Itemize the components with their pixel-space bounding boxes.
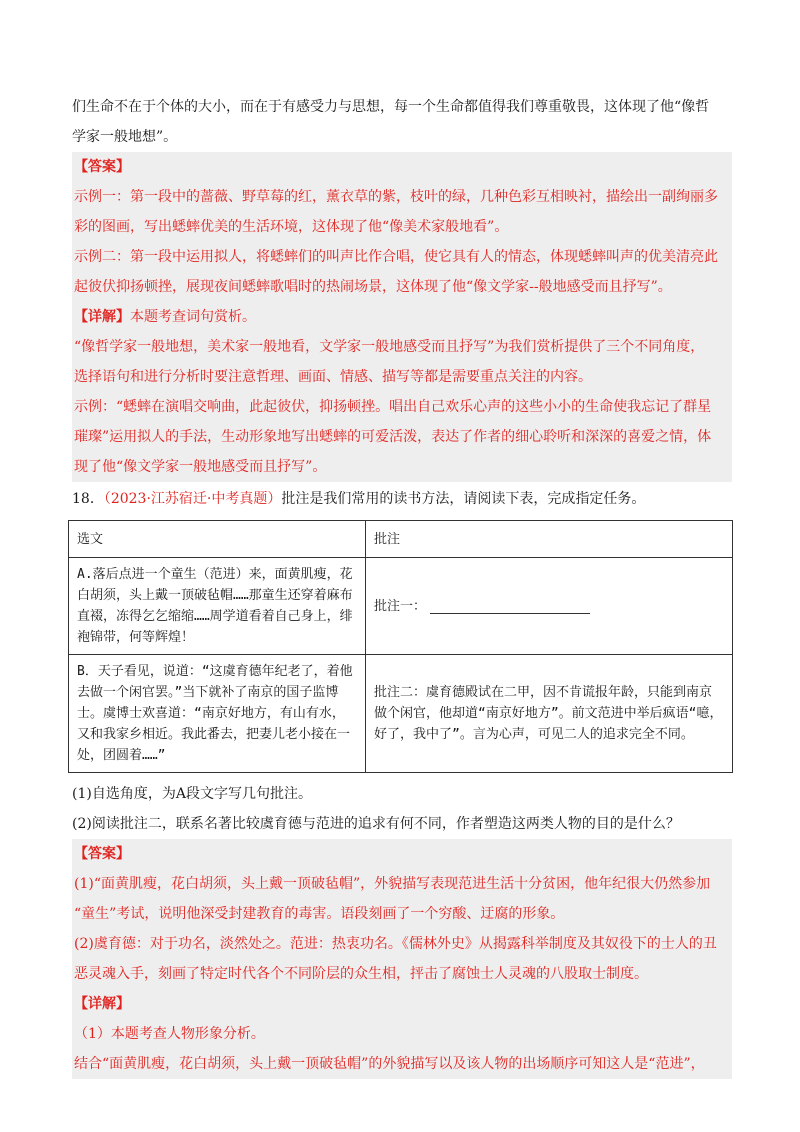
annotation-one-label: 批注一： (374, 598, 427, 614)
table-header-cell: 选文 (69, 521, 366, 558)
question-source: （2023·江苏宿迁·中考真题） (103, 491, 282, 507)
answer-line: (1)“面黄肌瘦，花白胡须，头上戴一顶破毡帽”，外貌描写表现范进生活十分贫困，他年纪很大仍然参加 (74, 876, 711, 892)
question-prompt: 批注是我们常用的读书方法，请阅读下表，完成指定任务。 (281, 491, 646, 507)
detail-line: 璀璨”运用拟人的手法，生动形象地写出蟋蟀的可爱活泼，表达了作者的细心聆听和深深的喜爱之情，体 (74, 429, 712, 445)
answer-line: “童生”考试，说明他深受封建教育的毒害。语段刻画了一个穷酸、迂腐的形象。 (74, 906, 565, 922)
annotation-table (68, 520, 733, 773)
passage-a-cell: A.落后点进一个童生（范进）来，面黄肌瘦，花白胡须，头上戴一顶破毡帽……那童生还穿着麻布直裰，冻得乞乞缩缩……周学道看着自己身上，绯袍锦带，何等辉煌！ (69, 558, 366, 655)
detail-tag: 【详解】 (74, 309, 130, 325)
q17-answer-block (72, 152, 732, 482)
detail-line: 现了他“像文学家一般地感受而且抒写”。 (74, 459, 327, 475)
question-number: 18． (72, 491, 104, 507)
passage-b-cell: B．天子看见，说道：“这虞育德年纪老了，着他去做一个闲官罢。”当下就补了南京的国子监博士。虞博士欢喜道：“南京好地方，有山有水，又和我家乡相近。我此番去，把妻儿老小接在一处，团圆着……” (69, 655, 366, 773)
answer-tag: 【答案】 (74, 846, 130, 862)
table-header-row (69, 521, 733, 558)
intro-line: 们生命不在于个体的大小，而在于有感受力与思想，每一个生命都值得我们尊重敬畏，这体现了他“像哲 (72, 99, 710, 115)
detail-line: 示例：“蟋蟀在演唱交响曲，此起彼伏，抑扬顿挫。唱出自己欢乐心声的这些小小的生命使我忘记了群星 (74, 399, 712, 415)
detail-line: “像哲学家一般地想，美术家一般地看，文学家一般地感受而且抒写”为我们赏析提供了三个不同角度， (74, 339, 705, 355)
detail-line: （1）本题考查人物形象分析。 (74, 1026, 265, 1042)
answer-line: (2)虞育德：对于功名，淡然处之。范进：热衷功名。《儒林外史》从揭露科举制度及其奴役下的士人的丑 (74, 936, 717, 952)
table-row (69, 558, 733, 655)
detail-line: 结合“面黄肌瘦，花白胡须，头上戴一顶破毡帽”的外貌描写以及该人物的出场顺序可知这人是“范进”， (74, 1056, 705, 1072)
answer-line: 起彼伏抑扬顿挫，展现夜间蟋蟀歌唱时的热闹场景，这体现了他“像文学家--般地感受而且抒写”。 (74, 279, 672, 295)
annotation-one-cell (366, 558, 733, 655)
table-header-cell: 批注 (366, 521, 733, 558)
q18-answer-block (72, 839, 732, 1079)
sub-question: (1)自选角度，为A段文字写几句批注。 (72, 786, 312, 802)
answer-line: 示例二：第一段中运用拟人，将蟋蟀们的叫声比作合唱，使它具有人的情态，体现蟋蟀叫声的优美清亮此 (74, 249, 718, 265)
answer-blank-line[interactable] (430, 599, 590, 614)
answer-tag: 【答案】 (74, 159, 130, 175)
question-18 (72, 484, 732, 514)
sub-question: (2)阅读批注二，联系名著比较虞育德与范进的追求有何不同，作者塑造这两类人物的目的是什么？ (72, 816, 680, 832)
detail-heading (74, 302, 730, 332)
answer-line: 示例一：第一段中的蔷薇、野草莓的红，薰衣草的紫，枝叶的绿，几种色彩互相映衬，描绘出一副绚丽多 (74, 189, 718, 205)
intro-line: 学家一般地想”。 (72, 129, 178, 145)
annotation-two-cell: 批注二：虞育德殿试在二甲，因不肯谎报年龄，只能到南京做个闲官，他却道“南京好地方”。前文范进中举后疯语“噫，好了，我中了”。言为心声，可见二人的追求完全不同。 (366, 655, 733, 773)
document-page (72, 92, 732, 1079)
detail-line: 选择语句和进行分析时要注意哲理、画面、情感、描写等都是需要重点关注的内容。 (74, 369, 592, 385)
answer-line: 恶灵魂入手，刻画了特定时代各个不同阶层的众生相，抨击了腐蚀士人灵魂的八股取士制度。 (74, 966, 648, 982)
detail-tag: 【详解】 (74, 996, 130, 1012)
table-row (69, 655, 733, 773)
answer-line: 彩的图画，写出蟋蟀优美的生活环境，这体现了他“像美术家般地看”。 (74, 219, 509, 235)
detail-intro: 本题考查词句赏析。 (130, 309, 256, 325)
